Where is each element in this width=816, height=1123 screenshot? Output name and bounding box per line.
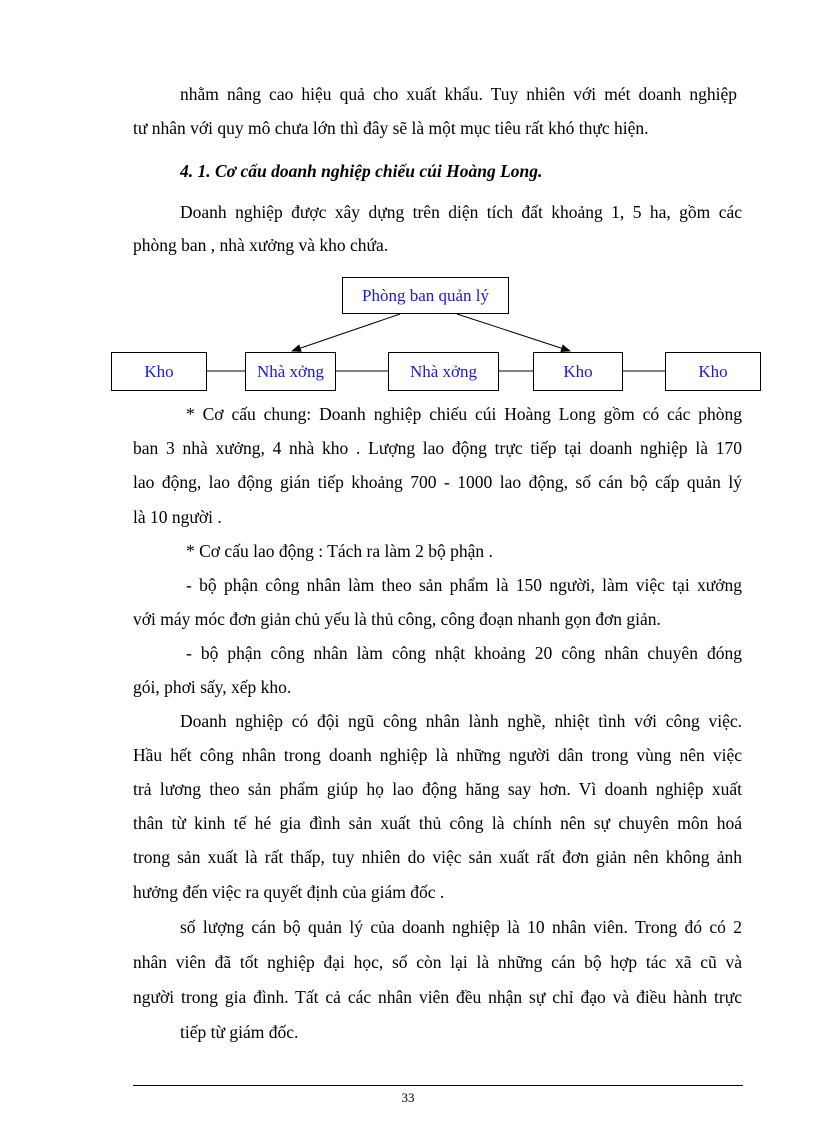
workforce-line-1: Doanh nghiệp có đội ngũ công nhân lành nghề, nhiệt tình với công việc. bbox=[180, 711, 742, 731]
node-label: Kho bbox=[144, 361, 174, 381]
area-line-2: phòng ban , nhà xưởng và kho chứa. bbox=[133, 235, 389, 255]
node-label: Nhà xởng bbox=[256, 361, 325, 381]
management-line-4: tiếp từ giám đốc. bbox=[180, 1022, 299, 1042]
section-heading: 4. 1. Cơ cấu doanh nghiệp chiếu cúi Hoàng Long. bbox=[180, 161, 543, 181]
intro-line-1: nhằm nâng cao hiệu quả cho xuất khẩu. Tuy nhiên với mét doanh nghiệp bbox=[180, 84, 737, 104]
node-kho-1 bbox=[111, 352, 207, 391]
node-kho-2 bbox=[533, 352, 623, 391]
labor-part1-line-2: với máy móc đơn giản chủ yếu là thủ công, công đoạn nhanh gọn đơn giản. bbox=[133, 609, 661, 629]
footer-rule bbox=[133, 1085, 743, 1086]
node-label: Nhà xởng bbox=[409, 361, 478, 381]
workforce-line-5: trong sản xuất là rất thấp, tuy nhiên do việc sản xuất rất đơn giản nên không ảnh bbox=[133, 847, 742, 867]
node-label: Kho bbox=[698, 361, 728, 381]
management-box-label: Phòng ban quản lý bbox=[361, 285, 490, 305]
management-line-2: nhân viên đã tốt nghiệp đại học, số còn lại là những cán bộ hợp tác xã cũ và bbox=[133, 952, 742, 972]
labor-part1-line-1: - bộ phận công nhân làm theo sản phẩm là 150 người, làm việc tại xưởng bbox=[186, 575, 742, 595]
general-line-1: * Cơ cấu chung: Doanh nghiệp chiếu cúi Hoàng Long gồm có các phòng bbox=[186, 404, 742, 424]
workforce-line-4: thân từ kinh tế hé gia đình sản xuất thủ công là chính nên sự chuyên môn hoá bbox=[133, 813, 742, 833]
management-box bbox=[342, 277, 509, 314]
management-line-3: người trong gia đình. Tất cả các nhân viên đều nhận sự chỉ đạo và điều hành trực bbox=[133, 987, 742, 1007]
labor-part2-line-2: gói, phơi sấy, xếp kho. bbox=[133, 677, 292, 697]
arrow-right bbox=[457, 314, 570, 351]
workforce-line-2: Hầu hết công nhân trong doanh nghiệp là những người dân trong vùng nên việc bbox=[133, 745, 742, 765]
node-nhaxuong-2 bbox=[388, 352, 499, 391]
general-line-2: ban 3 nhà xưởng, 4 nhà kho . Lượng lao động trực tiếp tại doanh nghiệp là 170 bbox=[133, 438, 742, 458]
general-line-4: là 10 người . bbox=[133, 507, 222, 527]
workforce-line-6: hưởng đến việc ra quyết định của giám đốc . bbox=[133, 882, 445, 902]
labor-title: * Cơ cấu lao động : Tách ra làm 2 bộ phận . bbox=[186, 541, 493, 561]
area-line-1: Doanh nghiệp được xây dựng trên diện tích đất khoảng 1, 5 ha, gồm các bbox=[180, 202, 742, 222]
general-line-3: lao động, lao động gián tiếp khoảng 700 - 1000 lao động, số cán bộ cấp quản lý bbox=[133, 472, 742, 492]
workforce-line-3: trả lương theo sản phẩm giúp họ lao động hăng say hơn. Vì doanh nghiệp xuất bbox=[133, 779, 742, 799]
node-nhaxuong-1 bbox=[245, 352, 336, 391]
node-kho-3 bbox=[665, 352, 761, 391]
management-line-1: số lượng cán bộ quản lý của doanh nghiệp là 10 nhân viên. Trong đó có 2 bbox=[180, 917, 742, 937]
intro-line-2: tư nhân với quy mô chưa lớn thì đây sẽ là một mục tiêu rất khó thực hiện. bbox=[133, 118, 649, 138]
page-number: 33 bbox=[401, 1090, 415, 1105]
arrow-left bbox=[292, 314, 400, 351]
node-label: Kho bbox=[563, 361, 593, 381]
labor-part2-line-1: - bộ phận công nhân làm công nhật khoảng 20 công nhân chuyên đóng bbox=[186, 643, 742, 663]
